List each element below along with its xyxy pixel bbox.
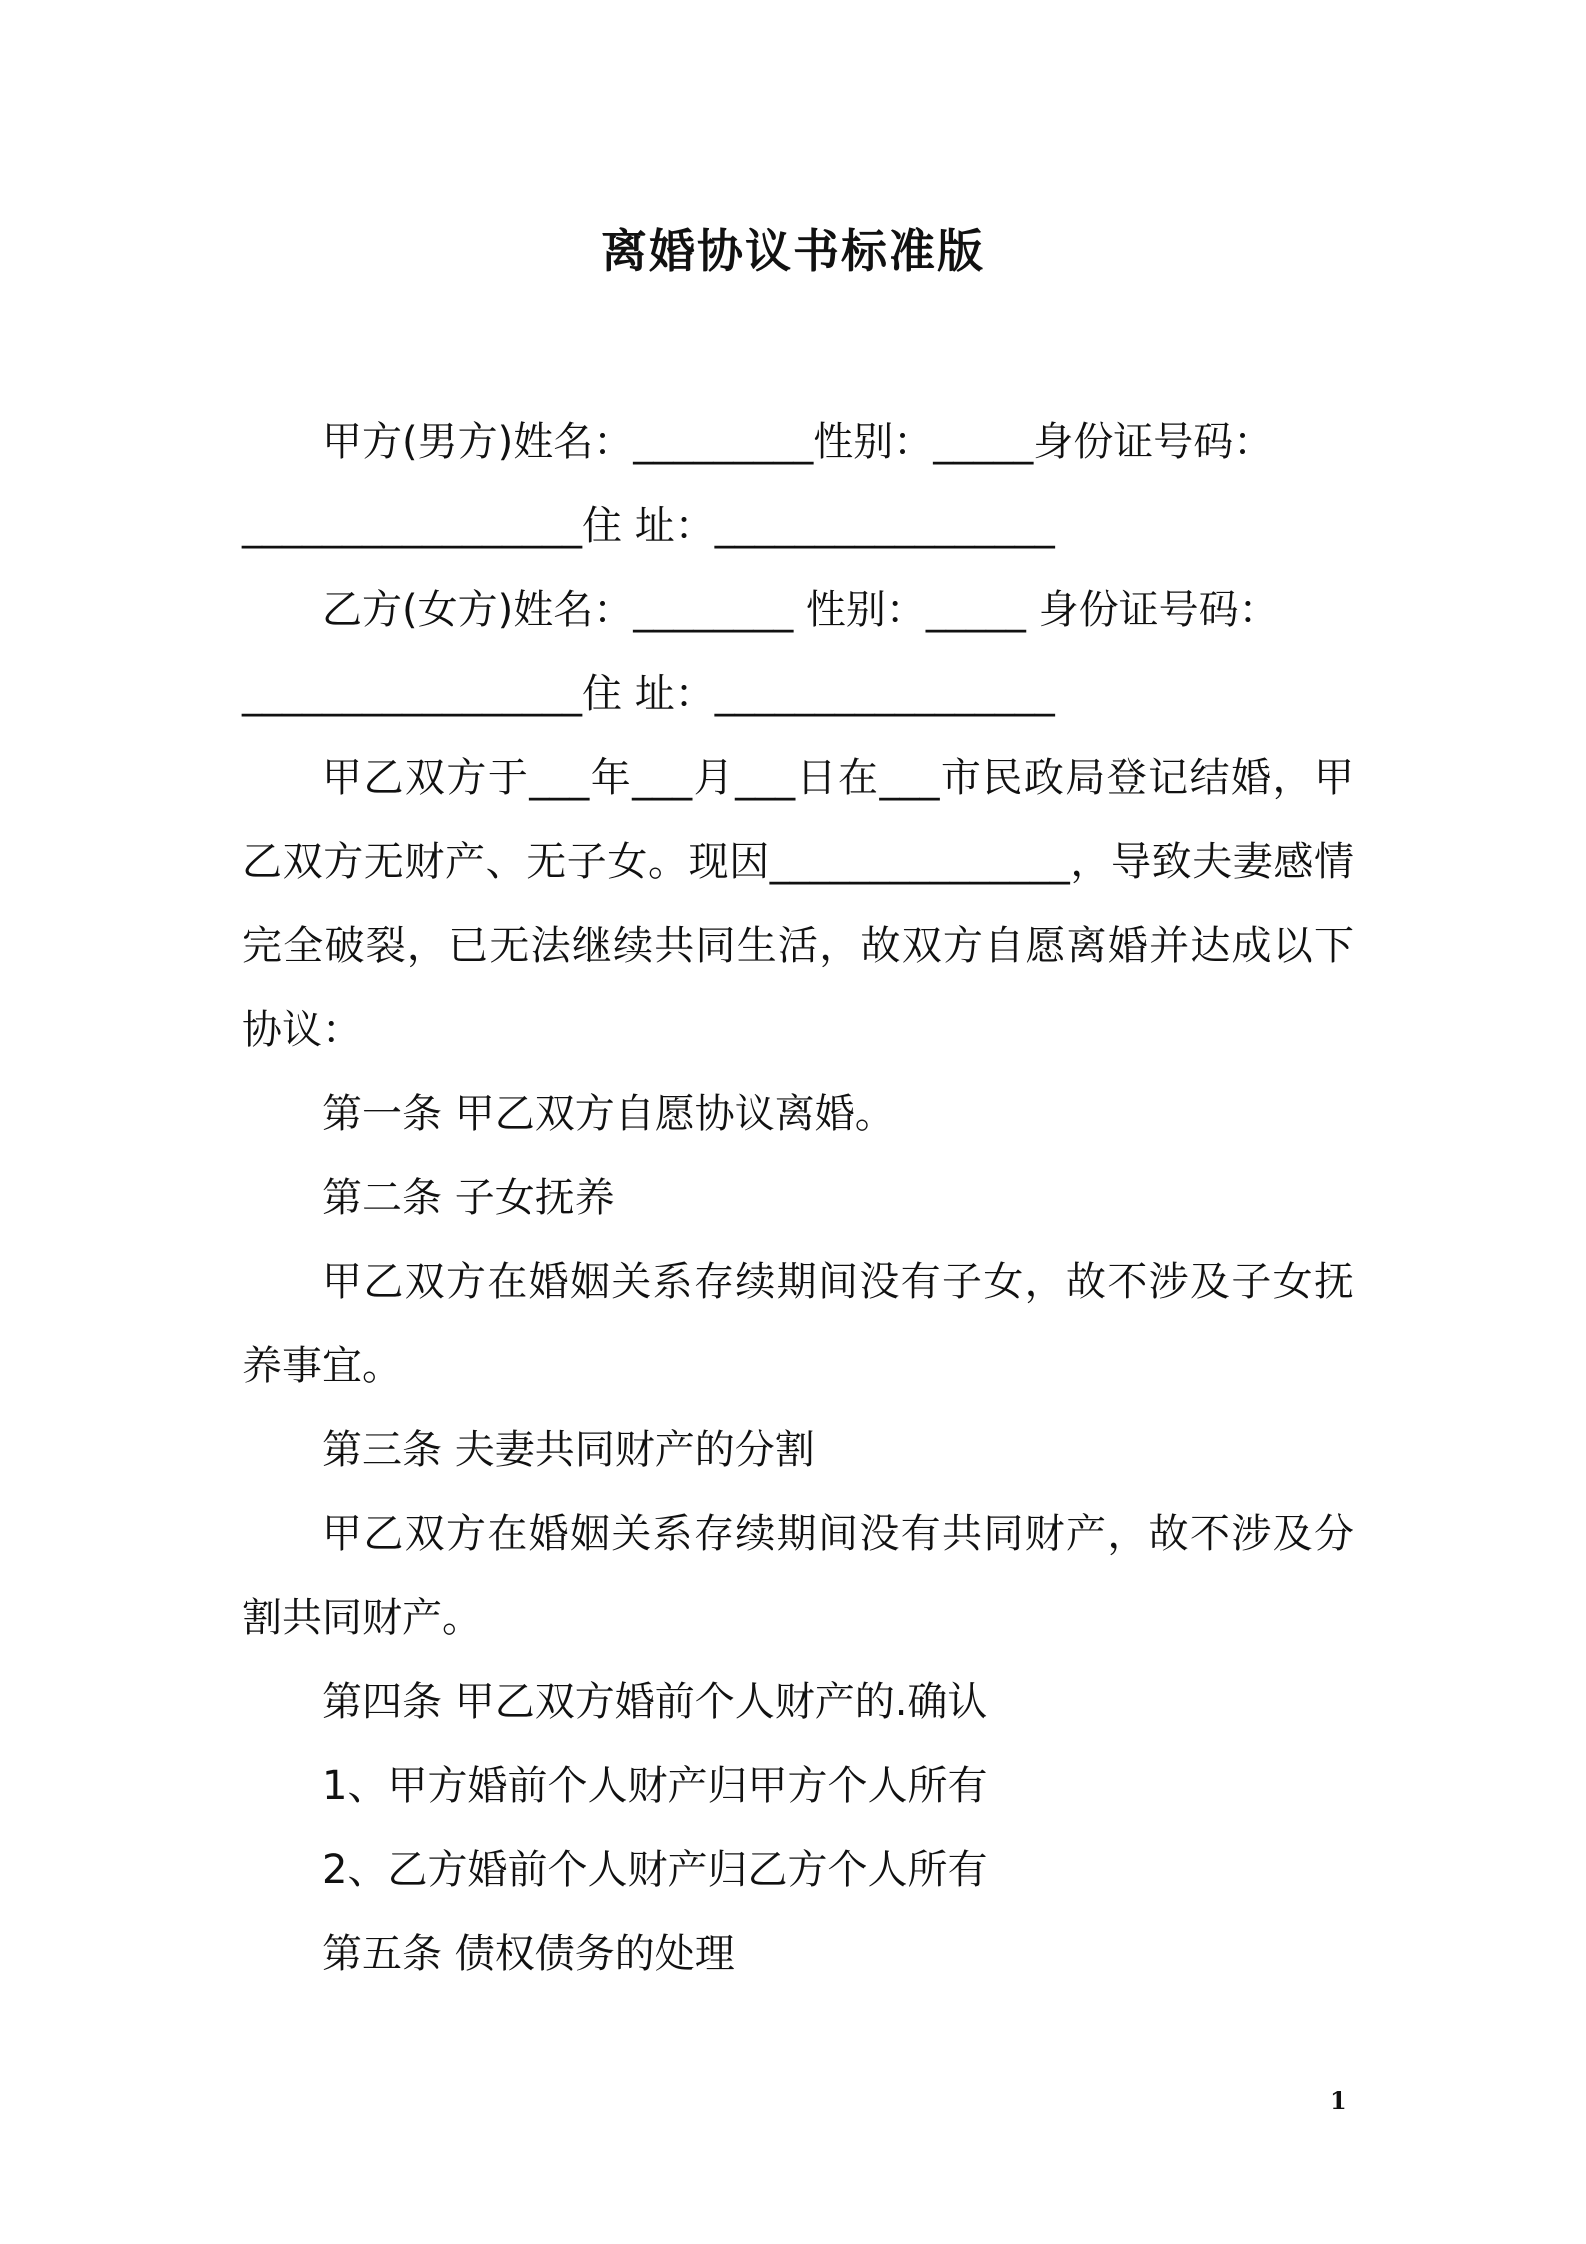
article-2-body: 甲乙双方在婚姻关系存续期间没有子女，故不涉及子女抚养事宜。	[242, 1259, 1354, 1389]
party-b-line-1: 乙方(女方)姓名：________ 性别：_____ 身份证号码：	[322, 587, 1279, 633]
article-2-heading: 第二条 子女抚养	[322, 1175, 615, 1221]
article-1-heading: 第一条 甲乙双方自愿协议离婚。	[322, 1091, 895, 1137]
document-title: 离婚协议书标准版	[601, 224, 985, 278]
party-a-line-2: _________________住 址：_________________	[242, 503, 1055, 549]
article-3-body: 甲乙双方在婚姻关系存续期间没有共同财产，故不涉及分割共同财产。	[242, 1511, 1354, 1641]
page-number: 1	[1330, 2086, 1347, 2115]
article-5-heading: 第五条 债权债务的处理	[322, 1931, 735, 1977]
article-4-item-2: 2、乙方婚前个人财产归乙方个人所有	[322, 1847, 988, 1893]
article-4-heading: 第四条 甲乙双方婚前个人财产的.确认	[322, 1679, 988, 1725]
party-a-line-1: 甲方(男方)姓名：_________性别：_____身份证号码：	[322, 419, 1274, 465]
marriage-statement-paragraph: 甲乙双方于___年___月___日在___市民政局登记结婚，甲乙双方无财产、无子女。现因_______________，导致夫妻感情完全破裂，已无法继续共同生活，故双方自愿离婚并达成以下协议：	[242, 755, 1354, 1053]
article-4-item-1: 1、甲方婚前个人财产归甲方个人所有	[322, 1763, 988, 1809]
party-b-line-2: _________________住 址：_________________	[242, 671, 1055, 717]
article-3-heading: 第三条 夫妻共同财产的分割	[322, 1427, 815, 1473]
document-body	[242, 400, 1354, 1996]
